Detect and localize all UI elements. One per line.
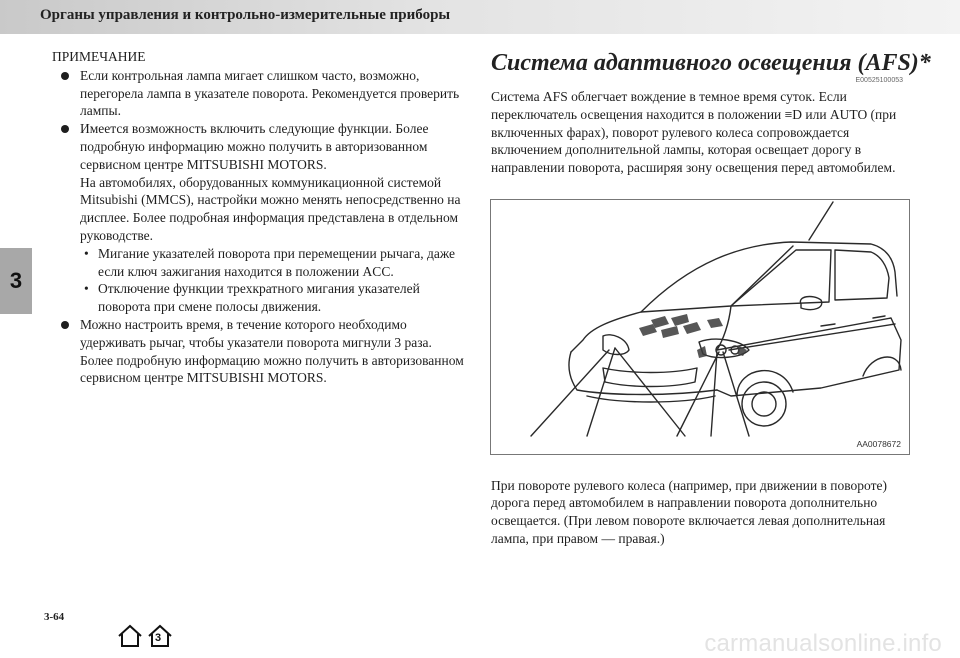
note-bullet-2: [44, 120, 464, 316]
section-paragraph-2: При повороте рулевого колеса (например, при движении в повороте) дорога перед автомобилем в направлении поворота дополнительно освещается. (При левом повороте включается левая дополнительная лампа, при правом — правая.): [491, 477, 888, 546]
note-bullet-1-text: Если контрольная лампа мигает слишком часто, возможно, перегорела лампа в указателе поворота. Рекомендуется проверить лампы.: [80, 67, 460, 119]
note-bullet-1: [44, 67, 464, 120]
home-icon[interactable]: [116, 624, 144, 648]
sub-bullet-mark: •: [84, 281, 89, 297]
afs-section: [491, 50, 931, 177]
chapter-3-icon[interactable]: [146, 624, 174, 648]
section-code: E00525100053: [855, 77, 903, 84]
note-bullet-2-text: Имеется возможность включить следующие функции. Более подробную информацию можно получить в авторизованном сервисном центре MITSUBISHI MOTORS.: [80, 121, 429, 172]
car-headlight-diagram: [491, 200, 910, 455]
chapter-tab-number: 3: [9, 268, 23, 293]
note-column: [44, 48, 464, 387]
note-bullet-3-text: Можно настроить время, в течение которого необходимо удерживать рычаг, чтобы указатели поворота мигнули 3 раза. Более подробную информацию можно получить в авторизованном сервисном центре MITSUBISHI MOTORS.: [80, 316, 464, 386]
bullet-dot: [61, 72, 69, 80]
page-header-title: Органы управления и контрольно-измерительные приборы: [40, 7, 451, 23]
bullet-dot: [61, 125, 69, 133]
note-sub-bullet-2-text: Отключение функции трехкратного мигания указателей поворота при смене полосы движения.: [98, 281, 420, 315]
afs-car-illustration: [490, 199, 910, 455]
note-sub-bullet-2: [80, 280, 464, 316]
note-bullet-3: [44, 316, 464, 387]
chapter-tab[interactable]: [0, 248, 32, 314]
note-bullet-2-mmcs-text: На автомобилях, оборудованных коммуникационной системой Mitsubishi (MMCS), настройки можно менять непосредственно на дисплее. Более подробная информация представлена в отдельном руководстве.: [80, 174, 461, 243]
chapter-3-icon-number: 3: [155, 632, 162, 644]
bullet-dot: [61, 321, 69, 329]
watermark: carmanualsonline.info: [704, 630, 942, 657]
note-sub-bullet-1: [80, 245, 464, 281]
page-number: 3-64: [44, 611, 65, 623]
nav-icons: [116, 624, 174, 648]
section-title: Система адаптивного освещения (AFS)*: [491, 50, 931, 76]
note-sub-bullet-1-text: Мигание указателей поворота при перемещении рычага, даже если ключ зажигания находится в положении ACC.: [98, 245, 456, 279]
section-paragraph-1: Система AFS облегчает вождение в темное время суток. Если переключатель освещения находится в положении ≡D или AUTO (при включенных фарах), поворот рулевого колеса сопровождается включением дополнительной лампы, которая освещает дорогу в направлении поворота, расширяя зону освещения перед автомобилем.: [491, 89, 897, 176]
sub-bullet-mark: •: [84, 245, 89, 261]
header-band: [0, 0, 960, 34]
figure-label: AA0078672: [856, 439, 901, 449]
note-heading: ПРИМЕЧАНИЕ: [52, 49, 146, 64]
